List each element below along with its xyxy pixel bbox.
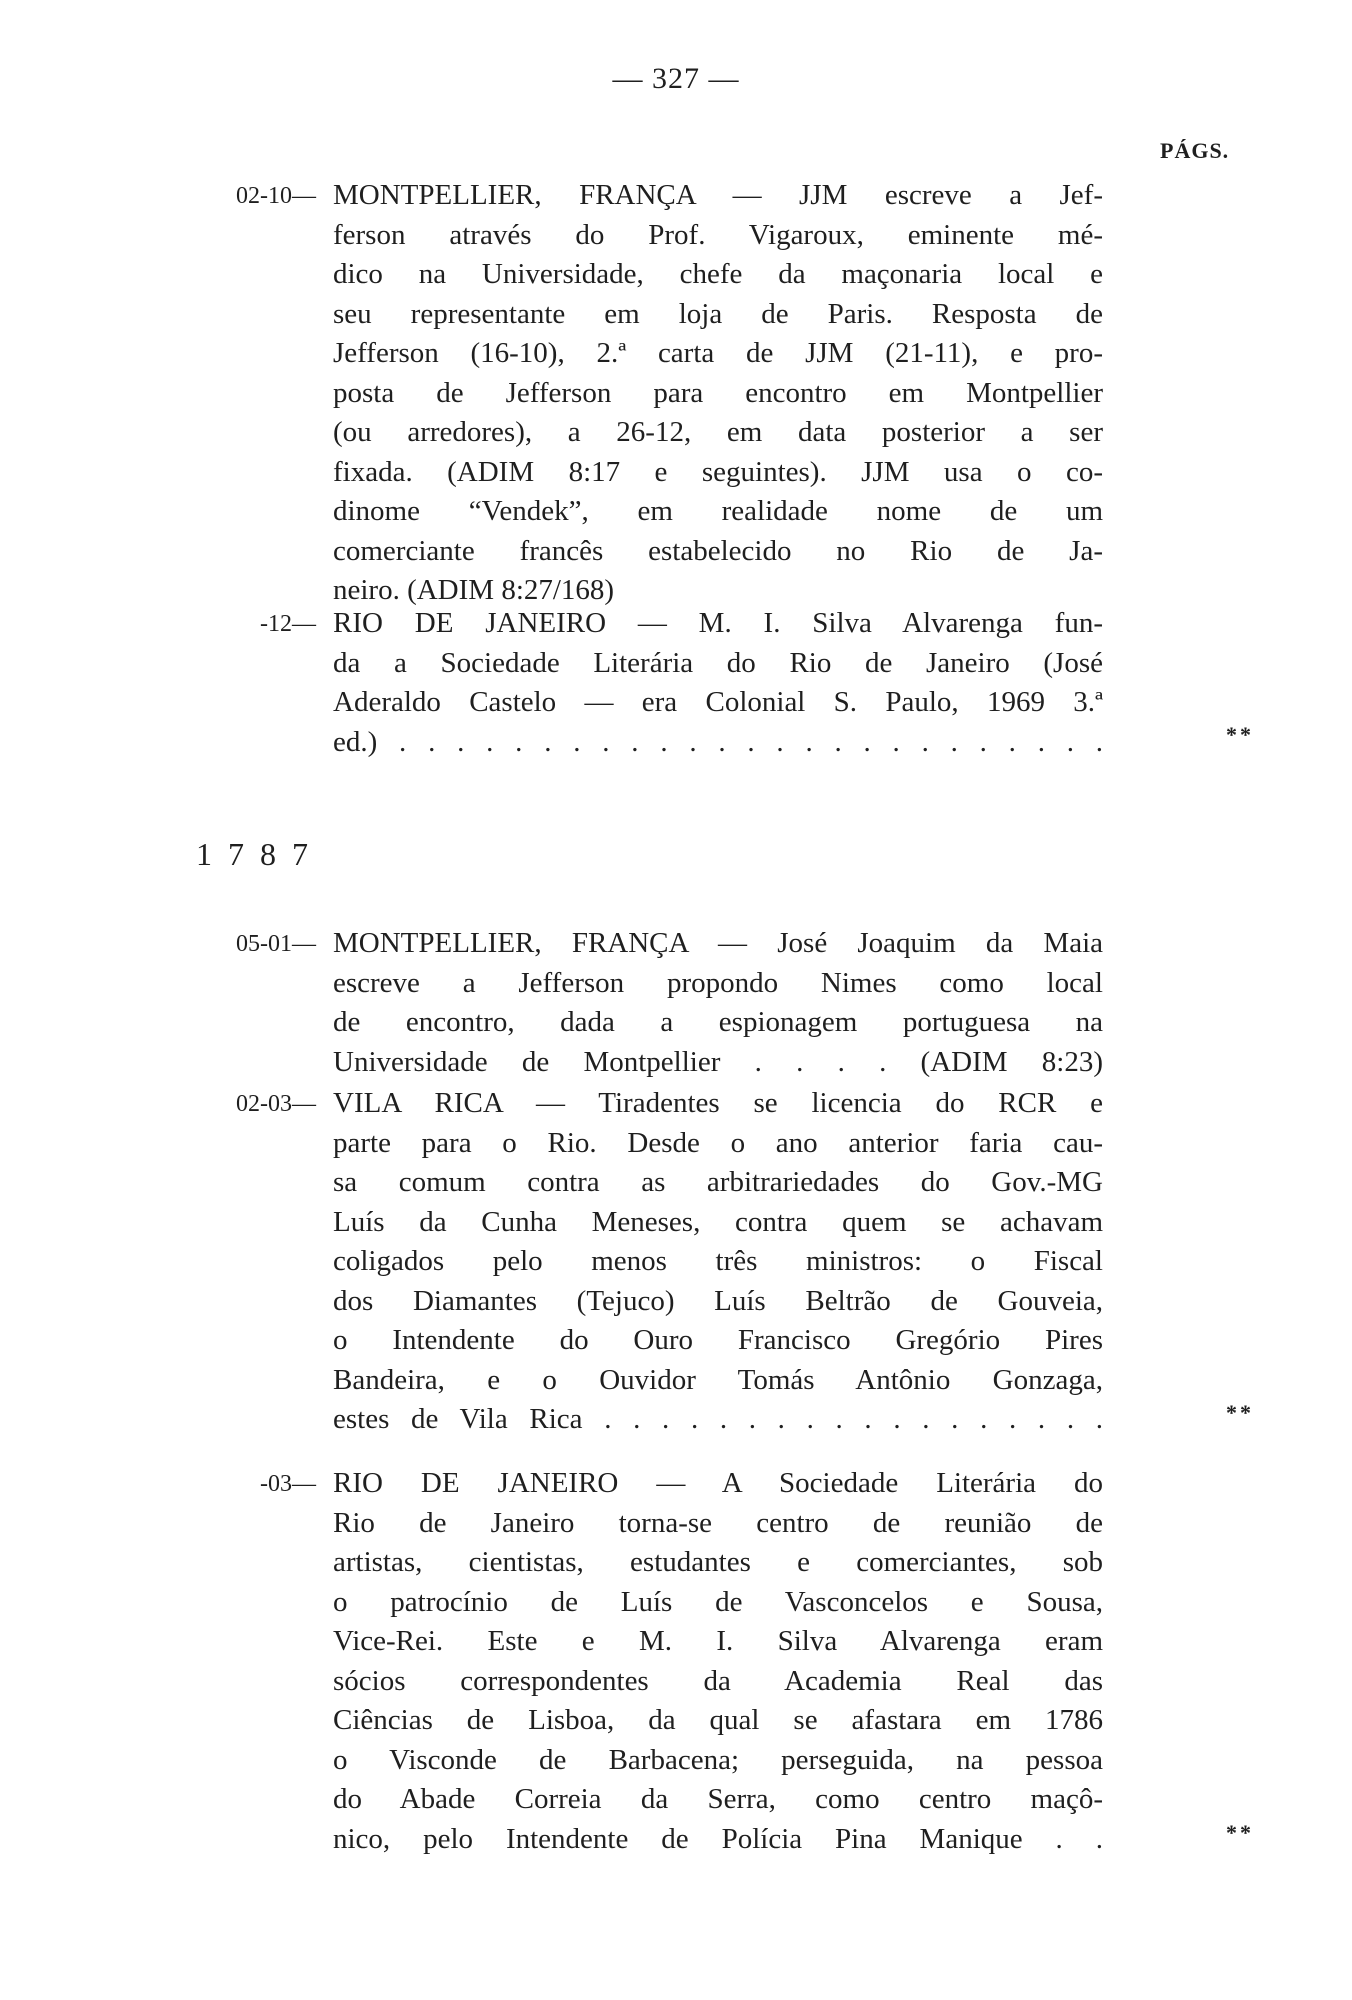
page-marker: **	[1226, 1400, 1254, 1425]
entry-text	[333, 604, 1103, 762]
entry-line: estes de Vila Rica . . . . . . . . . . . . . . . . . .	[333, 1403, 1103, 1435]
entry-line: MONTPELLIER, FRANÇA — JJM escreve a Jef-	[333, 179, 1103, 211]
entry-line: RIO DE JANEIRO — A Sociedade Literária do	[333, 1467, 1103, 1499]
entry-dash: —	[292, 183, 316, 209]
entry-text	[333, 1464, 1103, 1859]
entry-line: artistas, cientistas, estudantes e comerciantes, sob	[333, 1546, 1103, 1578]
entry-line: o Visconde de Barbacena; perseguida, na pessoa	[333, 1743, 1103, 1776]
entry-line: neiro. (ADIM 8:27/168)	[333, 574, 615, 606]
entry-line: nico, pelo Intendente de Polícia Pina Manique . .	[333, 1822, 1103, 1855]
entry-line: escreve a Jefferson propondo Nimes como local	[333, 966, 1103, 999]
entry-date: -03	[260, 1471, 292, 1497]
entry-line: Ciências de Lisboa, da qual se afastara em 1786	[333, 1704, 1103, 1736]
entry-text	[333, 176, 1103, 611]
entry-line: MONTPELLIER, FRANÇA — José Joaquim da Maia	[333, 927, 1103, 959]
entry-dash: —	[292, 611, 316, 637]
entry-line: seu representante em loja de Paris. Resposta de	[333, 297, 1103, 330]
entry-line: sócios correspondentes da Academia Real das	[333, 1664, 1103, 1697]
entry-text	[333, 924, 1103, 1082]
entry-date: 05-01	[236, 931, 292, 957]
entry-line: (ou arredores), a 26-12, em data posterior a ser	[333, 416, 1103, 448]
entry-line: RIO DE JANEIRO — M. I. Silva Alvarenga fun-	[333, 607, 1103, 639]
entry-date: -12	[260, 611, 292, 637]
entry-line: coligados pelo menos três ministros: o Fiscal	[333, 1245, 1103, 1277]
entry-line: Universidade de Montpellier . . . . (ADIM 8:23)	[333, 1045, 1103, 1078]
page-marker: **	[1226, 1820, 1254, 1845]
entry-line: comerciante francês estabelecido no Rio de Ja-	[333, 534, 1103, 567]
entry-line: do Abade Correia da Serra, como centro maçô-	[333, 1783, 1103, 1815]
entry-dash: —	[292, 1471, 316, 1497]
entry-line: VILA RICA — Tiradentes se licencia do RCR e	[333, 1087, 1103, 1119]
entry-line: Aderaldo Castelo — era Colonial S. Paulo, 1969 3.ª	[333, 686, 1103, 718]
entry-line: Bandeira, e o Ouvidor Tomás Antônio Gonzaga,	[333, 1363, 1103, 1396]
entry-line: de encontro, dada a espionagem portuguesa na	[333, 1006, 1103, 1038]
entry-dash: —	[292, 931, 316, 957]
entry-line: ferson através do Prof. Vigaroux, eminente mé-	[333, 218, 1103, 251]
entry-line: ed.) . . . . . . . . . . . . . . . . . . . . . . . . .	[333, 725, 1103, 758]
entry-date: 02-03	[236, 1091, 292, 1117]
entry-line: dos Diamantes (Tejuco) Luís Beltrão de Gouveia,	[333, 1284, 1103, 1317]
year-heading: 1787	[196, 836, 324, 872]
entry-line: o patrocínio de Luís de Vasconcelos e Sousa,	[333, 1585, 1103, 1618]
page-marker: **	[1226, 722, 1254, 747]
entry-date: 02-10	[236, 183, 292, 209]
entry-line: parte para o Rio. Desde o ano anterior faria cau-	[333, 1126, 1103, 1159]
entry-line: posta de Jefferson para encontro em Montpellier	[333, 376, 1103, 409]
entry-line: sa comum contra as arbitrariedades do Gov.-MG	[333, 1166, 1103, 1198]
entry-line: Jefferson (16-10), 2.ª carta de JJM (21-11), e pro-	[333, 337, 1103, 369]
entry-line: Rio de Janeiro torna-se centro de reunião de	[333, 1506, 1103, 1539]
entry-line: Luís da Cunha Meneses, contra quem se achavam	[333, 1205, 1103, 1238]
page-number: — 327 —	[612, 62, 740, 95]
entry-line: o Intendente do Ouro Francisco Gregório Pires	[333, 1324, 1103, 1356]
entry-line: da a Sociedade Literária do Rio de Janeiro (José	[333, 646, 1103, 679]
entry-line: dico na Universidade, chefe da maçonaria local e	[333, 258, 1103, 290]
entry-text	[333, 1084, 1103, 1440]
entry-dash: —	[292, 1091, 316, 1117]
entry-line: dinome “Vendek”, em realidade nome de um	[333, 495, 1103, 527]
entry-line: Vice-Rei. Este e M. I. Silva Alvarenga eram	[333, 1625, 1103, 1657]
entry-line: fixada. (ADIM 8:17 e seguintes). JJM usa o co-	[333, 455, 1103, 488]
pags-label: PÁGS.	[1160, 138, 1230, 163]
